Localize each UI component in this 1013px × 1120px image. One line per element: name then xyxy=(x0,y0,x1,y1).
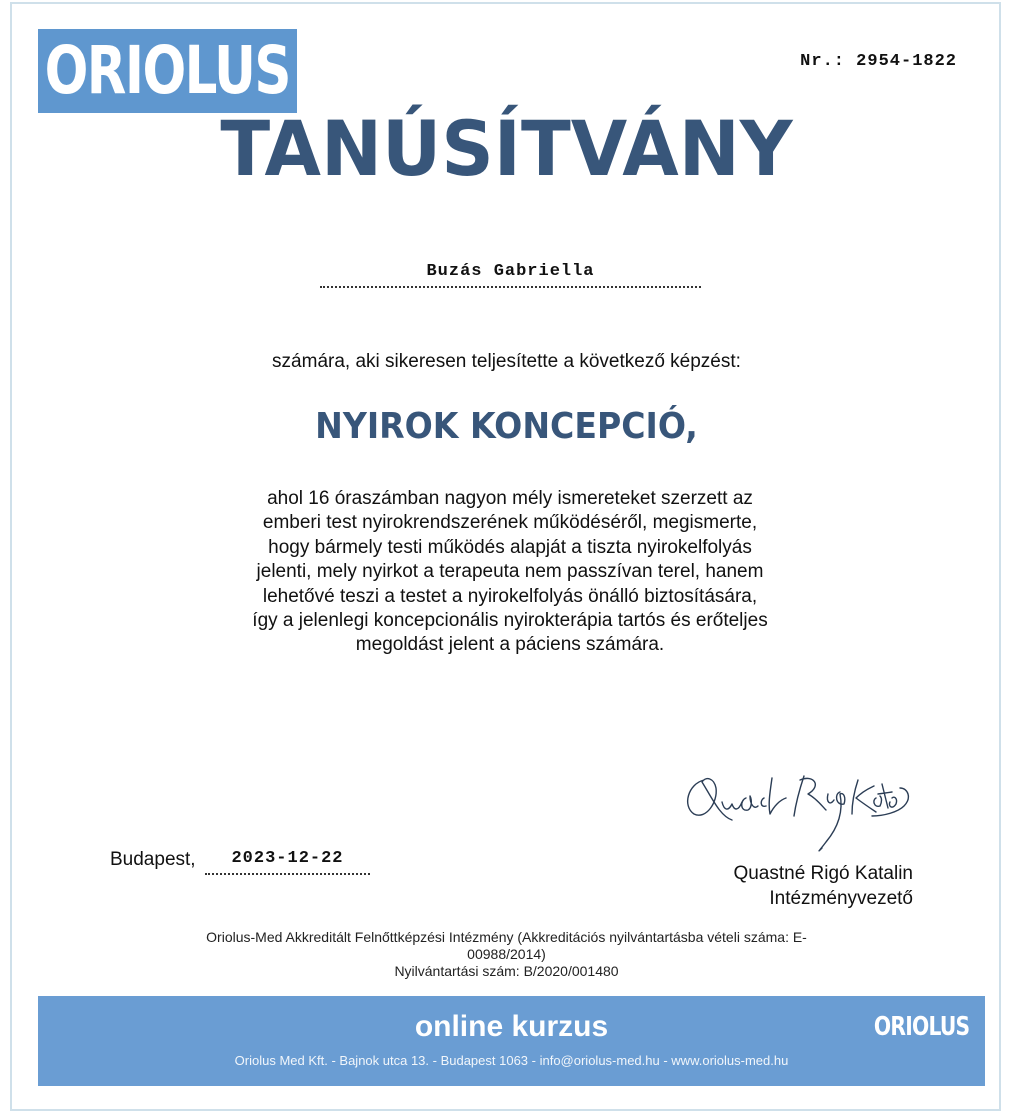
certificate-title: TANÚSÍTVÁNY xyxy=(220,104,793,193)
lead-text: számára, aki sikeresen teljesítette a következő képzést: xyxy=(272,351,741,372)
registration-number: Nyilvántartási szám: B/2020/001480 xyxy=(394,963,619,979)
oriolus-logo xyxy=(38,29,297,113)
logo-text: ORIOLUS xyxy=(44,32,291,109)
footer-logo xyxy=(847,1012,969,1042)
accreditation-info xyxy=(170,929,843,980)
footer-contact: Oriolus Med Kft. - Bajnok utca 13. - Budapest 1063 - info@oriolus-med.hu - www.oriolus-med.hu xyxy=(234,1053,789,1068)
recipient-name: Buzás Gabriella xyxy=(320,262,701,288)
footer-headline: online kurzus xyxy=(414,1010,609,1043)
place-label: Budapest, xyxy=(110,849,196,870)
signer-name: Quastné Rigó Katalin xyxy=(733,863,913,884)
footer-banner xyxy=(38,996,985,1086)
signer-role: Intézményvezető xyxy=(769,888,913,909)
course-name: NYIROK KONCEPCIÓ, xyxy=(315,406,698,447)
signature-image xyxy=(676,758,916,858)
certificate-number: Nr.: 2954-1822 xyxy=(800,52,957,71)
footer-logo-text: ORIOLUS xyxy=(873,1012,969,1042)
course-description: ahol 16 óraszámban nagyon mély ismereteket szerzett az emberi test nyirokrendszerének működéséről, megismerte, hogy bármely testi működés alapját a tiszta nyirokelfolyás jelenti, mely nyirkot a terapeuta nem passzívan terel, hanem lehetővé teszi a testet a nyirokelfolyás önálló biztosítására, így a jelenlegi koncepcionális nyirokterápia tartós és erőteljes megoldást jelent a páciens számára. xyxy=(252,488,768,656)
issue-date: 2023-12-22 xyxy=(205,849,370,875)
signer-block xyxy=(733,861,913,911)
accreditation-line: Oriolus-Med Akkreditált Felnőttképzési Intézmény (Akkreditációs nyilvántartásba vételi száma: E-00988/2014) xyxy=(206,929,807,962)
